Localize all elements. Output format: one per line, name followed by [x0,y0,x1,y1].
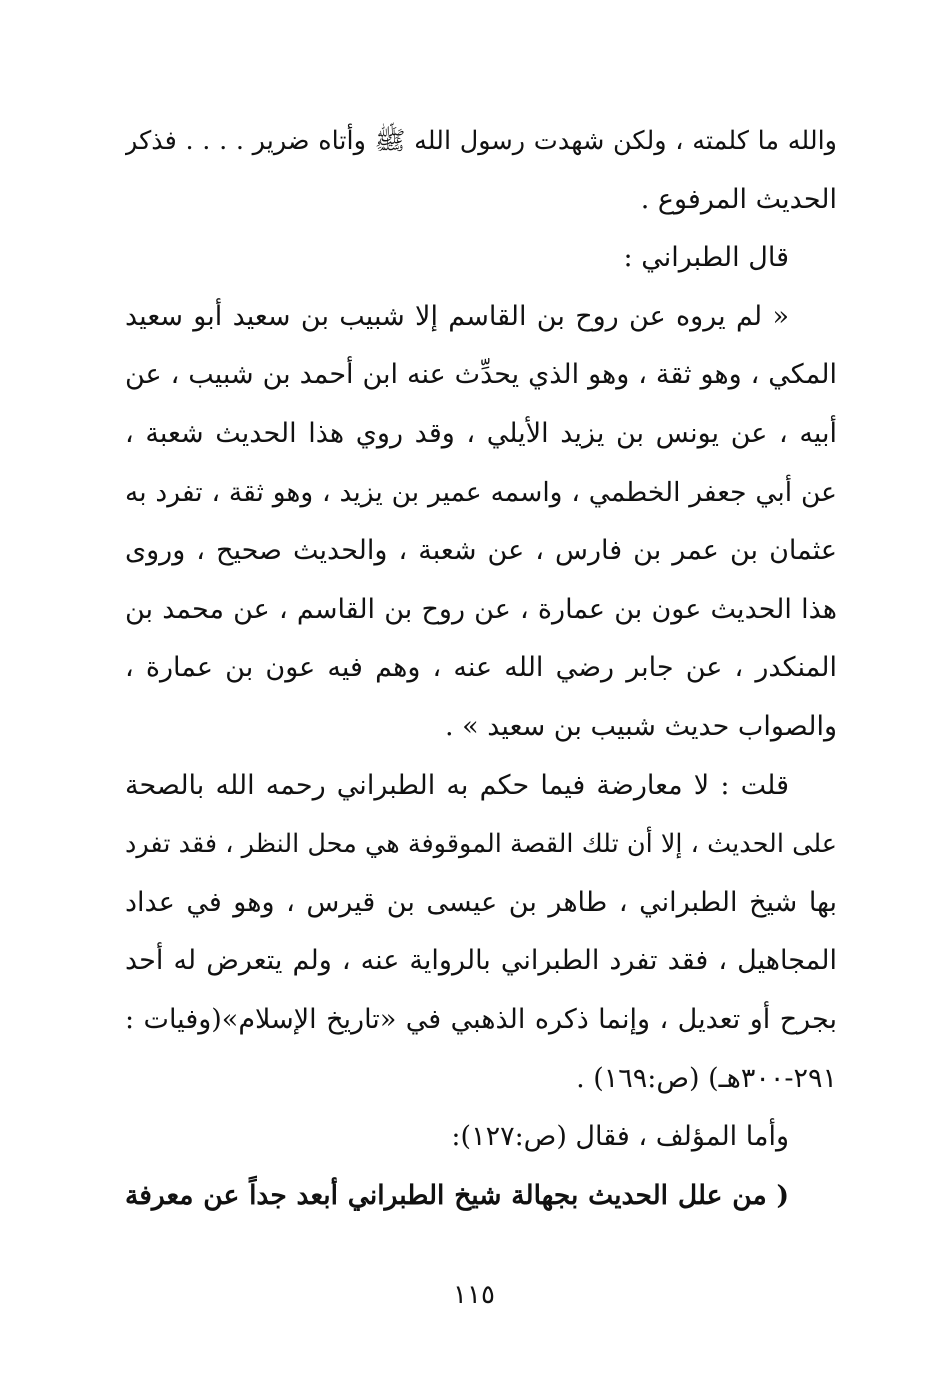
text-line: قلت : لا معارضة فيما حكم به الطبراني رحمه الله بالصحة [125,769,789,801]
text-line: على الحديث ، إلا أن تلك القصة الموقوفة هي محل النظر ، فقد تفرد [125,829,837,860]
text-line: والصواب حديث شبيب بن سعيد » . [444,710,837,742]
text-line: المكي ، وهو ثقة ، وهو الذي يحدِّث عنه ابن أحمد بن شبيب ، عن [125,359,837,391]
text-line: عن أبي جعفر الخطمي ، واسمه عمير بن يزيد ، وهو ثقة ، تفرد به [125,476,837,508]
text-line: والله ما كلمته ، ولكن شهدت رسول الله ﷺ وأتاه ضرير . . . . فذكر [125,126,837,156]
text-line: قال الطبراني : [623,242,789,274]
text-line: ( من علل الحديث بجهالة شيخ الطبراني أبعد جداً عن معرفة [125,1179,789,1211]
text-line: المنكدر ، عن جابر رضي الله عنه ، وهم فيه عون بن عمارة ، [125,652,837,684]
body-text [125,112,837,1225]
text-line: هذا الحديث عون بن عمارة ، عن روح بن القاسم ، عن محمد بن [125,593,837,625]
text-line: بجرح أو تعديل ، وإنما ذكره الذهبي في «تاريخ الإسلام»(وفيات : [125,1003,837,1035]
text-line: ٢٩١-٣٠٠هـ) (ص:١٦٩) . [576,1062,837,1094]
page-number: ١١٥ [453,1280,495,1310]
text-line: الحديث المرفوع . [640,183,837,215]
text-line: وأما المؤلف ، فقال (ص:١٢٧): [451,1121,789,1153]
text-line: « لم يروه عن روح بن القاسم إلا شبيب بن سعيد أبو سعيد [125,300,789,332]
text-line: المجاهيل ، فقد تفرد الطبراني بالرواية عنه ، ولم يتعرض له أحد [125,945,837,977]
text-line: بها شيخ الطبراني ، طاهر بن عيسى بن قيرس ، وهو في عداد [125,886,837,918]
text-line: عثمان بن عمر بن فارس ، عن شعبة ، والحديث صحيح ، وروى [125,535,837,567]
text-line: أبيه ، عن يونس بن يزيد الأيلي ، وقد روي هذا الحديث شعبة ، [125,417,837,449]
